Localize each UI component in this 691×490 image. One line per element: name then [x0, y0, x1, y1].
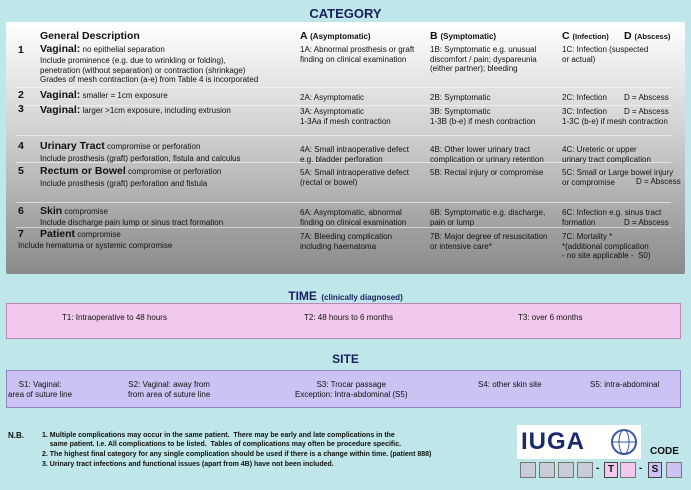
- row-title: Vaginal:: [40, 104, 81, 116]
- cell-b: 7B: Major degree of resuscitation or intensive care*: [430, 232, 548, 251]
- row-divider: [16, 135, 671, 136]
- time-t3: T3: over 6 months: [518, 313, 583, 322]
- note-2: 2. The highest final category for any single complication should be used if there is a change within time. (patient 888): [42, 451, 432, 458]
- row-title-line: [40, 106, 231, 116]
- cell-c: 1C: Infection (suspected or actual): [562, 45, 649, 64]
- col-b-letter: B: [430, 30, 438, 42]
- globe-icon: [609, 427, 639, 457]
- col-d-letter: D: [624, 30, 632, 42]
- cell-c: 4C: Ureteric or upper urinary tract complication: [562, 145, 651, 164]
- row-number: 1: [18, 44, 24, 56]
- row-desc: compromise or perforation: [107, 142, 201, 151]
- time-title: TIME: [288, 289, 317, 303]
- time-code-box[interactable]: [620, 462, 636, 478]
- col-b-header: [430, 30, 496, 42]
- time-subtitle: (clinically diagnosed): [321, 293, 403, 302]
- site-title: SITE: [332, 352, 359, 366]
- cell-d: D = Abscess: [624, 107, 669, 116]
- row-number: 7: [18, 228, 24, 240]
- cell-d: D = Abscess: [624, 218, 669, 227]
- notes-label: N.B.: [8, 431, 24, 440]
- code-label: CODE: [650, 446, 679, 457]
- site-s3: S3: Trocar passage Exception: Intra-abdominal (S5): [295, 380, 408, 399]
- note-3: 3. Urinary tract infections and functional issues (apart from 4B) have not been included.: [42, 461, 334, 468]
- code-box[interactable]: [577, 462, 593, 478]
- code-box[interactable]: [539, 462, 555, 478]
- row-extra: Include prosthesis (graft) perforation, fistula and calculus: [40, 154, 241, 163]
- row-title-line: [40, 142, 200, 152]
- row-divider: [16, 87, 671, 88]
- col-c-sub: (Infection): [572, 32, 609, 41]
- row-extra: Include prosthesis (graft) perforation and fistula: [40, 179, 208, 188]
- col-a-sub: (Asymptomatic): [310, 32, 371, 41]
- cell-b: 6B: Symptomatic e.g. discharge, pain or lump: [430, 208, 546, 227]
- row-title: Vaginal:: [40, 43, 81, 55]
- cell-a: 3A: Asymptomatic 1-3Aa if mesh contraction: [300, 107, 391, 126]
- row-number: 4: [18, 140, 24, 152]
- row-extra: Include prominence (e.g. due to wrinkling or folding), penetration (without separation) or contraction (shrinkage) Grades of mesh contraction (a-e) from Table 4 is incorporated: [40, 56, 259, 84]
- cell-b: 2B: Symptomatic: [430, 93, 491, 102]
- row-number: 5: [18, 165, 24, 177]
- cell-b: 3B: Symptomatic 1-3B (b-e) if mesh contraction: [430, 107, 536, 126]
- cell-b: 5B: Rectal injury or compromise: [430, 168, 544, 177]
- site-s1: S1: Vaginal: area of suture line: [8, 380, 73, 399]
- row-title-line: [40, 91, 168, 101]
- row-title-line: [40, 167, 221, 177]
- row-extra: Include discharge pain lump or sinus tract formation: [40, 218, 224, 227]
- row-desc: compromise: [64, 207, 108, 216]
- note-1: 1. Multiple complications may occur in the same patient. There may be early and late complications in the same patient. I.e. All complications to be listed. Tables of complications may often be procedure specific.: [42, 432, 402, 448]
- row-number: 3: [18, 103, 24, 115]
- time-code-label: T: [604, 462, 618, 478]
- row-desc: smaller = 1cm exposure: [82, 91, 168, 100]
- cell-a: 5A: Small intraoperative defect (rectal or bowel): [300, 168, 409, 187]
- cell-c: 3C: Infection 1-3C (b-e) if mesh contraction: [562, 107, 668, 126]
- row-number: 6: [18, 205, 24, 217]
- cell-a: 1A: Abnormal prosthesis or graft finding on clinical examination: [300, 45, 415, 64]
- col-d-sub: (Abscess): [634, 32, 671, 41]
- row-title: Patient: [40, 228, 76, 240]
- row-title: Rectum or Bowel: [40, 165, 126, 177]
- row-title-line: [40, 230, 121, 240]
- code-box[interactable]: [520, 462, 536, 478]
- row-title: Vaginal:: [40, 89, 81, 101]
- col-b-sub: (Symptomatic): [440, 32, 497, 41]
- cell-c: 2C: Infection: [562, 93, 607, 102]
- site-s5: S5: intra-abdominal: [590, 380, 660, 389]
- col-c-header: [562, 30, 609, 42]
- code-dash: -: [596, 463, 600, 474]
- col-a-letter: A: [300, 30, 308, 42]
- iuga-logo: [517, 425, 641, 459]
- cell-d: D = Abscess: [624, 93, 669, 102]
- row-desc: larger >1cm exposure, including extrusion: [82, 106, 231, 115]
- code-dash: -: [639, 463, 643, 474]
- row-divider: [16, 202, 671, 203]
- iuga-logo-text: IUGA: [521, 428, 585, 455]
- time-t1: T1: Intraoperative to 48 hours: [62, 313, 167, 322]
- row-desc: compromise: [77, 230, 121, 239]
- time-t2: T2: 48 hours to 6 months: [304, 313, 393, 322]
- col-d-header: [624, 30, 670, 42]
- row-title-line: [40, 207, 108, 217]
- cell-a: 7A: Bleeding complication including haematoma: [300, 232, 393, 251]
- cell-a: 6A: Asymptomatic, abnormal finding on clinical examination: [300, 208, 407, 227]
- row-title-line: [40, 45, 165, 55]
- col-c-letter: C: [562, 30, 570, 42]
- row-number: 2: [18, 89, 24, 101]
- cell-c: 7C: Mortality * *(additional complication - no site applicable - S0): [562, 232, 651, 260]
- cell-c: 5C: Small or Large bowel injury or compromise: [562, 168, 674, 187]
- site-code-label: S: [648, 462, 662, 478]
- row-desc: no epithelial separation: [82, 45, 165, 54]
- cell-d: D = Abscess: [636, 177, 681, 186]
- category-title: CATEGORY: [309, 6, 382, 21]
- cell-b: 4B: Other lower urinary tract complication or urinary retention: [430, 145, 544, 164]
- code-box[interactable]: [558, 462, 574, 478]
- col-a-header: [300, 30, 371, 42]
- row-desc: compromise or perforation: [128, 167, 222, 176]
- site-s4: S4: other skin site: [478, 380, 542, 389]
- row-extra: Include hematoma or systemic compromise: [18, 241, 173, 250]
- cell-c: 6C: Infection e.g. sinus tract formation: [562, 208, 662, 227]
- col-general-header: General Description: [40, 30, 140, 42]
- site-code-box[interactable]: [666, 462, 682, 478]
- site-s2: S2: Vaginal: away from from area of suture line: [128, 380, 211, 399]
- cell-b: 1B: Symptomatic e.g. unusual discomfort / pain; dyspareunia (either partner); bleeding: [430, 45, 537, 73]
- row-title: Skin: [40, 205, 63, 217]
- row-title: Urinary Tract: [40, 140, 105, 152]
- cell-a: 2A: Asymptomatic: [300, 93, 365, 102]
- cell-a: 4A: Small intraoperative defect e.g. bladder perforation: [300, 145, 409, 164]
